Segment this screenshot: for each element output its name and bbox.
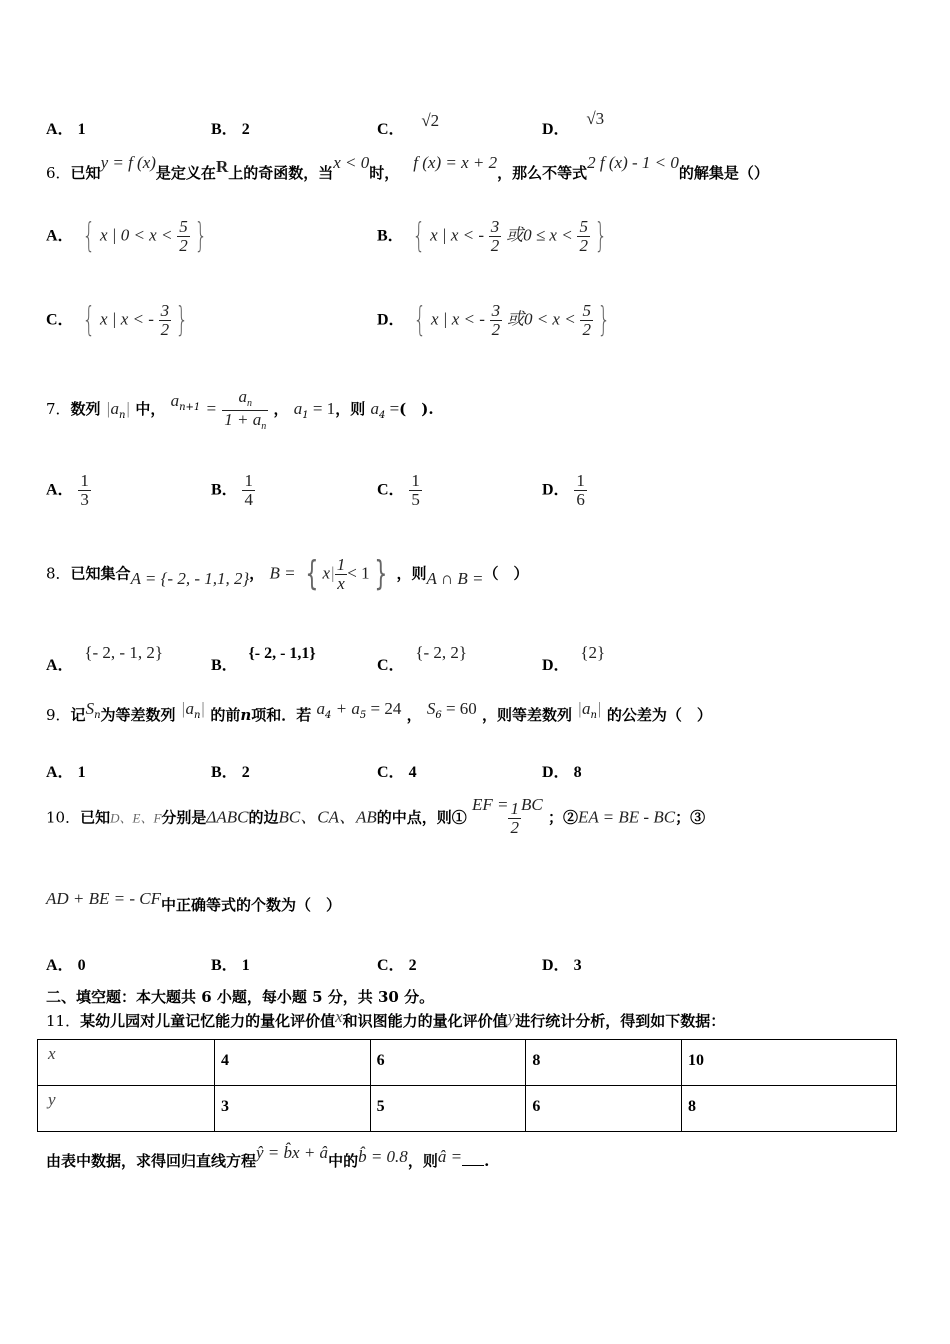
q6-option-c: C． { x | x < - $\frac{3}{2}$ }	[46, 300, 189, 341]
q8-option-a: A． {- 2, - 1, 2}	[46, 643, 163, 674]
q8-option-d: D． {2}	[542, 643, 606, 674]
q6-option-d: D． { x | x < - $\frac{3}{2}$ 或0 < x < $\frac{5}{2}$ }	[377, 300, 611, 341]
q7-option-d: D． $\frac{1}{6}$	[542, 471, 585, 509]
q8-option-c: C． {- 2, 2}	[377, 643, 468, 674]
q5-option-c: C． √2	[377, 111, 440, 138]
answer-blank	[462, 1165, 484, 1166]
q10-stem-line1: 10．已知D、E、F分别是ΔABC的边BC、CA、AB的中点，则① EF = $\frac{1}{2}$ BC ；②EA = BE - BC；③	[46, 795, 706, 837]
table-row: x 4 6 8 10	[38, 1040, 897, 1086]
q11-question: 由表中数据，求得回归直线方程ŷ = b̂x + â中的b̂ = 0.8，则â = .	[46, 1143, 490, 1170]
section-title: 二、填空题：本大题共 6 小题，每小题 5 分，共 30 分。	[46, 988, 435, 1006]
q10-option-c: C． 2	[377, 957, 417, 974]
q10-option-b: B． 1	[211, 957, 250, 974]
q6-option-b: B． { x | x < - $\frac{3}{2}$ 或0 ≤ x < $\frac{5}{2}$ }	[377, 216, 608, 257]
q10-stem-line2: AD + BE = - CF中正确等式的个数为（ ）	[46, 889, 342, 914]
q9-option-a: A． 1	[46, 764, 86, 781]
q7-option-a: A． $\frac{1}{3}$	[46, 471, 89, 509]
q11-stem: 11．某幼儿园对儿童记忆能力的量化评价值x和识图能力的量化评价值y进行统计分析，得到如下数据：	[46, 1007, 726, 1030]
q7-option-c: C． $\frac{1}{5}$	[377, 471, 420, 509]
q10-option-a: A． 0	[46, 957, 86, 974]
q5-option-a: A． 1	[46, 121, 86, 138]
q7-stem: 7．数列 $|a_n|$ 中， $a^{n+1}$ = $\frac{a_n}{1 + a_n}$ ， $a_1 = 1$，则 $a_4$ =( ).	[46, 387, 434, 432]
data-table	[37, 1039, 897, 1132]
q9-option-d: D． 8	[542, 764, 582, 781]
q10-option-d: D． 3	[542, 957, 582, 974]
q8-option-b: B． {- 2, - 1,1}	[211, 645, 316, 674]
q5-option-b: B． 2	[211, 121, 250, 138]
table-row: y 3 5 6 8	[38, 1086, 897, 1132]
q5-option-d: D． √3	[542, 109, 605, 138]
q9-option-b: B． 2	[211, 764, 250, 781]
q9-option-c: C． 4	[377, 764, 417, 781]
q6-option-a: A． { x | 0 < x < $\frac{5}{2}$ }	[46, 216, 208, 257]
q7-option-b: B． $\frac{1}{4}$	[211, 471, 253, 509]
q9-stem: 9．记$S_n$为等差数列 $|a_n|$ 的前n项和．若 $a_4 + a_5 = 24$ ， $S_6 = 60$ ，则等差数列 $|a_n|$ 的公差为（ ）	[46, 699, 712, 724]
q8-stem: 8．已知集合A = {- 2, - 1,1, 2}， B = { x| $\frac{1}{x}$ < 1 } ，则A ∩ B =（ ）	[46, 554, 529, 595]
q6-stem: 6．已知y = f (x)是定义在R上的奇函数，当x < 0时，f (x) = x + 2，那么不等式2 f (x) - 1 < 0的解集是（）	[46, 153, 769, 182]
